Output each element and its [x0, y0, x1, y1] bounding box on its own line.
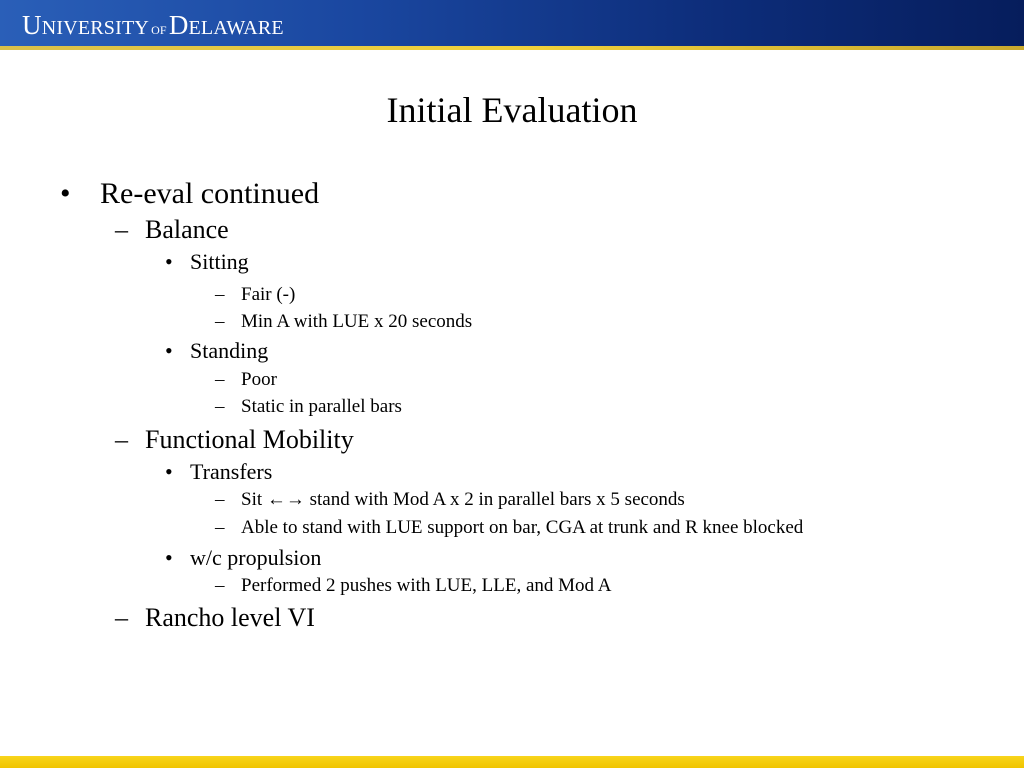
bullet-dot-icon: • — [165, 459, 173, 484]
bullet-text: Performed 2 pushes with LUE, LLE, and Mod A — [241, 575, 612, 596]
slide-title: Initial Evaluation — [386, 90, 638, 130]
header-bar — [0, 0, 1024, 50]
bullet-dot-icon: • — [165, 545, 173, 570]
bullet-text: Min A with LUE x 20 seconds — [241, 311, 473, 332]
bullet-text: Sitting — [190, 249, 249, 274]
logo-word-delaware: ELAWARE — [188, 17, 284, 39]
logo-letter-d: D — [168, 10, 189, 40]
bullet-dash-icon: – — [115, 603, 128, 632]
bullet-dash-icon: – — [215, 369, 225, 390]
bullet-text: Functional Mobility — [145, 425, 354, 454]
footer-bar — [0, 756, 1024, 768]
bullet-text: Sit ←→ stand with Mod A x 2 in parallel bars x 5 seconds — [241, 489, 685, 510]
bullet-text: Rancho level VI — [145, 603, 315, 632]
bullet-dot-icon: • — [60, 177, 71, 210]
bullet-text: Able to stand with LUE support on bar, CGA at trunk and R knee blocked — [241, 517, 804, 538]
bullet-dash-icon: – — [215, 396, 225, 417]
bullet-text: Fair (-) — [241, 284, 296, 305]
bullet-text: Poor — [241, 369, 277, 390]
logo-word-university: NIVERSITY — [41, 17, 150, 39]
bullet-dash-icon: – — [215, 489, 225, 510]
bullet-dot-icon: • — [165, 249, 173, 274]
bullet-text: w/c propulsion — [190, 545, 322, 570]
logo-word-of: OF — [151, 23, 167, 37]
bullet-dash-icon: – — [115, 215, 128, 244]
bullet-dash-icon: – — [115, 425, 128, 454]
logo-letter-u: U — [22, 10, 42, 40]
bullet-text: Re-eval continued — [100, 177, 320, 210]
bullet-text: Balance — [145, 215, 229, 244]
bullet-dash-icon: – — [215, 311, 225, 332]
bullet-dash-icon: – — [215, 284, 225, 305]
bullet-dot-icon: • — [165, 338, 173, 363]
bullet-dash-icon: – — [215, 517, 225, 538]
bullet-text: Static in parallel bars — [241, 396, 402, 417]
university-logo — [22, 12, 284, 44]
bullet-text: Transfers — [190, 459, 273, 484]
bullet-text: Standing — [190, 338, 269, 363]
bullet-dash-icon: – — [215, 575, 225, 596]
